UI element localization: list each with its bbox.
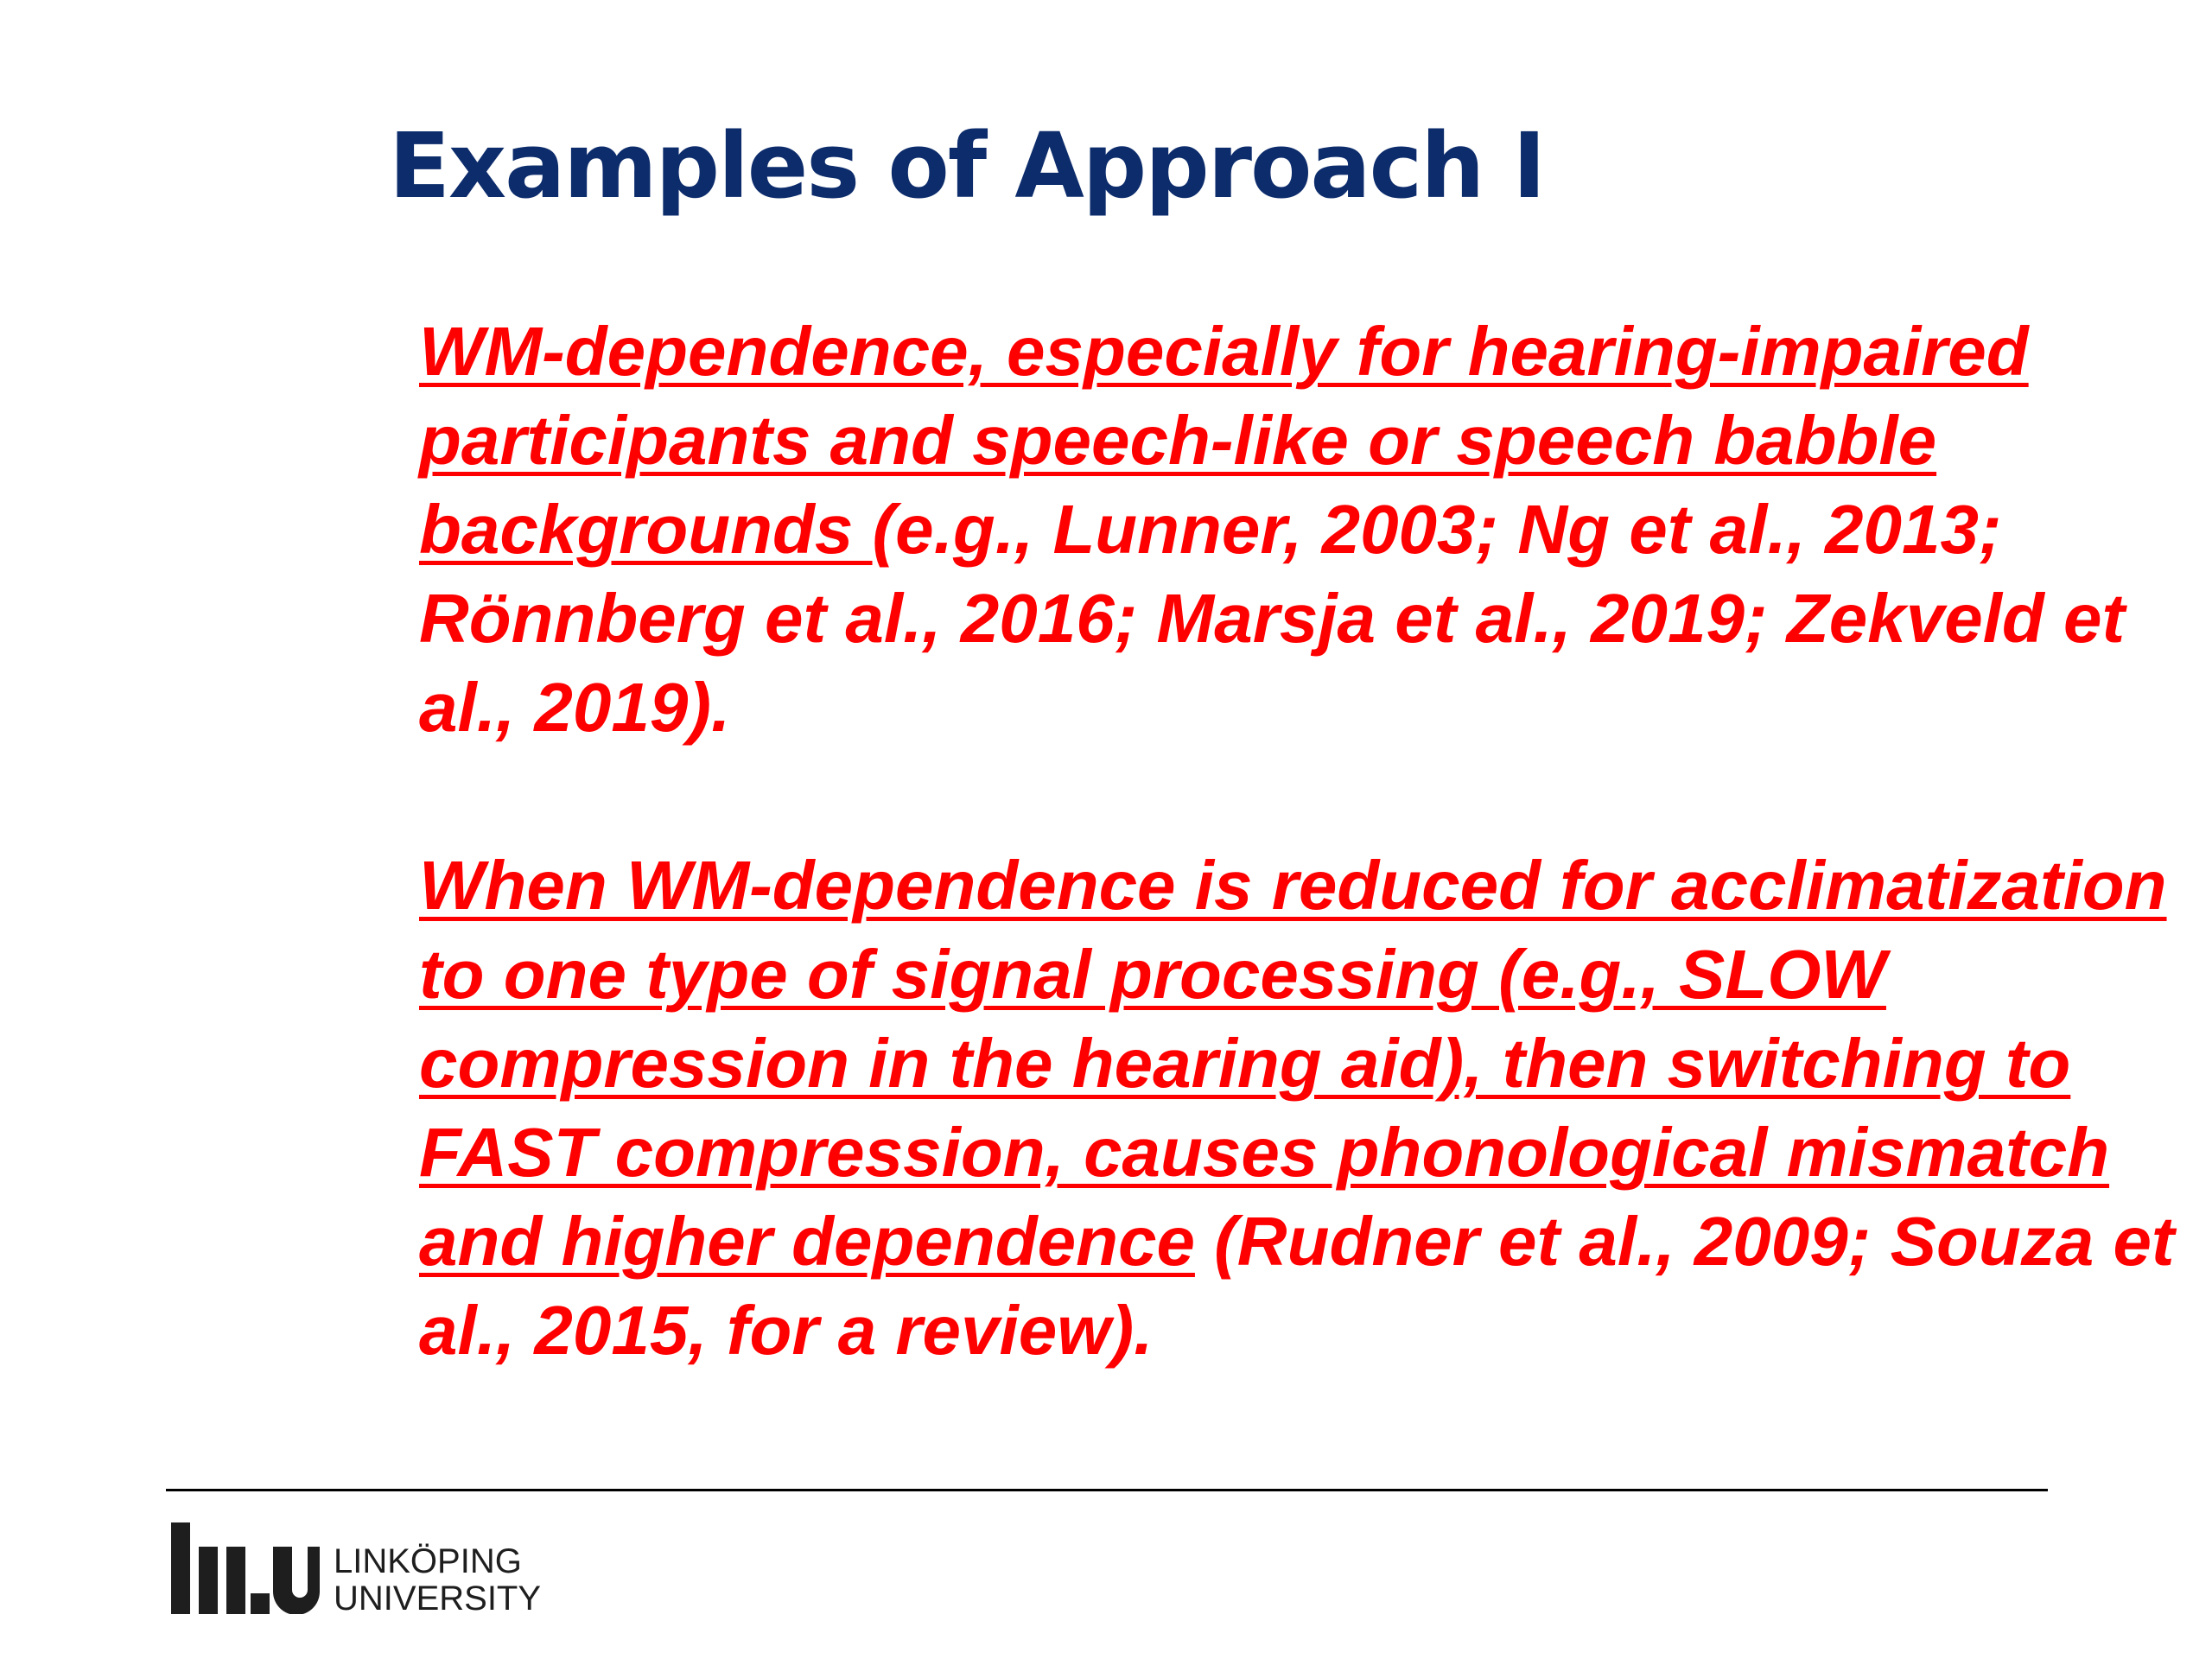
- university-name-line1: LINKÖPING: [334, 1542, 522, 1580]
- paragraph-wm-dependence: [419, 307, 2182, 752]
- paragraph-citations: (e.g., Lunner, 2003; Ng et al., 2013; Rönnberg et al., 2016; Marsja et al., 2019; Zekveld et al., 2019).: [419, 491, 2126, 746]
- footer-divider: [166, 1489, 2048, 1491]
- slide-title: Examples of Approach I: [389, 113, 1545, 219]
- paragraph-acclimatization: [419, 841, 2182, 1375]
- liu-logo-icon: [171, 1522, 320, 1614]
- university-name-line2: UNIVERSITY: [334, 1580, 542, 1618]
- university-name: [334, 1543, 541, 1618]
- paragraph-citations: (Rudner et al., 2009; Souza et al., 2015, for a review).: [419, 1203, 2175, 1369]
- paragraph-underlined-text: When WM-dependence is reduced for acclimatization to one type of signal processing (e.g., SLOW compression in the hearing aid), then switching to FAST compression, causes phonological mismatch and higher dependence: [419, 847, 2167, 1280]
- university-logo: [171, 1522, 542, 1618]
- paragraph-underlined-text: WM-dependence, especially for hearing-impaired participants and speech-like or speech babble backgrounds: [419, 313, 2029, 568]
- slide-body: [419, 307, 2182, 1375]
